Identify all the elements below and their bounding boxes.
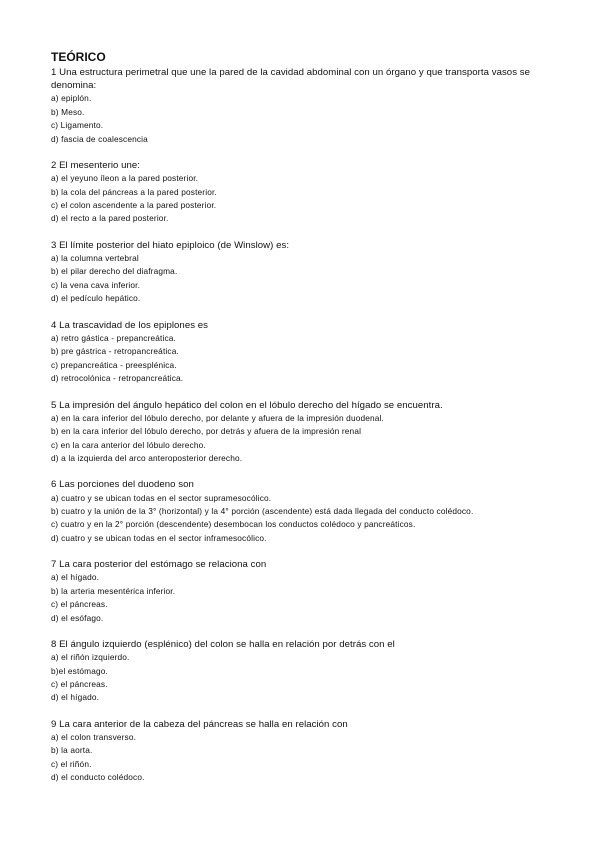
option-list <box>51 731 561 785</box>
question-text: 5 La impresión del ángulo hepático del colon en el lóbulo derecho del hígado se encuentra. <box>51 399 443 411</box>
answer-option: b) en la cara inferior del lóbulo derecho, por detrás y afuera de la impresión renal <box>51 426 362 437</box>
answer-option: a) cuatro y se ubican todas en el sector supramesocólico. <box>51 492 272 503</box>
answer-option: c) Ligamento. <box>51 120 104 131</box>
question-text: 4 La trascavidad de los epiplones es <box>51 319 209 331</box>
answer-option: c) prepancreática - preesplénica. <box>51 359 177 370</box>
answer-option: b) pre gástrica - retropancreática. <box>51 346 179 357</box>
option-list <box>51 172 561 226</box>
answer-option: a) el riñón izquierdo. <box>51 652 130 663</box>
answer-option: b) la cola del páncreas a la pared posterior. <box>51 186 217 197</box>
answer-option: d) a la izquierda del arco anteroposterior derecho. <box>51 452 243 463</box>
question-text: 2 El mesenterio une: <box>51 160 140 172</box>
option-list <box>51 571 561 625</box>
answer-option: c) el páncreas. <box>51 599 108 610</box>
option-list <box>51 651 561 705</box>
answer-option: a) retro gástica - prepancreática. <box>51 332 176 343</box>
answer-option: b) la aorta. <box>51 745 93 756</box>
answer-option: c) en la cara anterior del lóbulo derecho. <box>51 439 206 450</box>
option-list <box>51 412 561 466</box>
question-9 <box>51 718 561 785</box>
answer-option: d) fascia de coalescencia <box>51 133 148 144</box>
answer-option: b) cuatro y la unión de la 3° (horizontal) y la 4° porción (ascendente) está dada llegada del conducto colédoco. <box>51 505 474 516</box>
question-text: 3 El límite posterior del hiato epiploico (de Winslow) es: <box>51 239 290 251</box>
question-text: 7 La cara posterior del estómago se relaciona con <box>51 559 267 571</box>
answer-option: c) el riñón. <box>51 758 92 769</box>
answer-option: c) la vena cava inferior. <box>51 279 141 290</box>
answer-option: d) el pedículo hepático. <box>51 293 141 304</box>
answer-option: d) cuatro y se ubican todas en el sector inframesocólico. <box>51 532 267 543</box>
document-content <box>51 50 561 798</box>
answer-option: a) el yeyuno íleon a la pared posterior. <box>51 173 199 184</box>
question-text: 1 Una estructura perimetral que une la pared de la cavidad abdominal con un órgano y que transporta vasos se denomina: <box>51 67 530 92</box>
option-list <box>51 252 561 306</box>
option-list <box>51 92 561 146</box>
answer-option: a) la columna vertebral <box>51 253 139 264</box>
answer-option: d) retrocolónica - retropancreática. <box>51 373 184 384</box>
option-list <box>51 332 561 386</box>
question-text: 8 El ángulo izquierdo (esplénico) del colon se halla en relación por detrás con el <box>51 639 395 650</box>
question-list <box>51 66 561 785</box>
answer-option: c) el páncreas. <box>51 679 108 690</box>
option-list <box>51 492 561 546</box>
answer-option: a) en la cara inferior del lóbulo derecho, por delante y afuera de la impresión duodenal. <box>51 412 384 423</box>
answer-option: d) el conducto colédoco. <box>51 772 145 783</box>
question-7 <box>51 558 561 625</box>
question-4 <box>51 319 561 386</box>
answer-option: b) el pilar derecho del diafragma. <box>51 266 178 277</box>
answer-option: a) el colon transverso. <box>51 732 137 743</box>
question-1 <box>51 66 561 146</box>
question-6 <box>51 478 561 545</box>
page-title: TEÓRICO <box>51 50 106 64</box>
question-2 <box>51 159 561 226</box>
question-text: 6 Las porciones del duodeno son <box>51 479 194 491</box>
question-8 <box>51 638 561 705</box>
answer-option: d) el hígado. <box>51 692 100 703</box>
answer-option: b) la arteria mesentérica inferior. <box>51 585 176 596</box>
question-3 <box>51 239 561 306</box>
answer-option: c) el colon ascendente a la pared posterior. <box>51 200 217 211</box>
answer-option: b) Meso. <box>51 106 85 117</box>
answer-option: a) el hígado. <box>51 572 100 583</box>
answer-option: b)el estómago. <box>51 665 108 676</box>
question-text: 9 La cara anterior de la cabeza del páncreas se halla en relación con <box>51 718 348 730</box>
answer-option: d) el recto a la pared posterior. <box>51 213 169 224</box>
answer-option: d) el esófago. <box>51 612 104 623</box>
answer-option: a) epiplón. <box>51 93 92 104</box>
answer-option: c) cuatro y en la 2° porción (descendente) desembocan los conductos colédoco y pancreáticos. <box>51 519 416 530</box>
question-5 <box>51 399 561 466</box>
